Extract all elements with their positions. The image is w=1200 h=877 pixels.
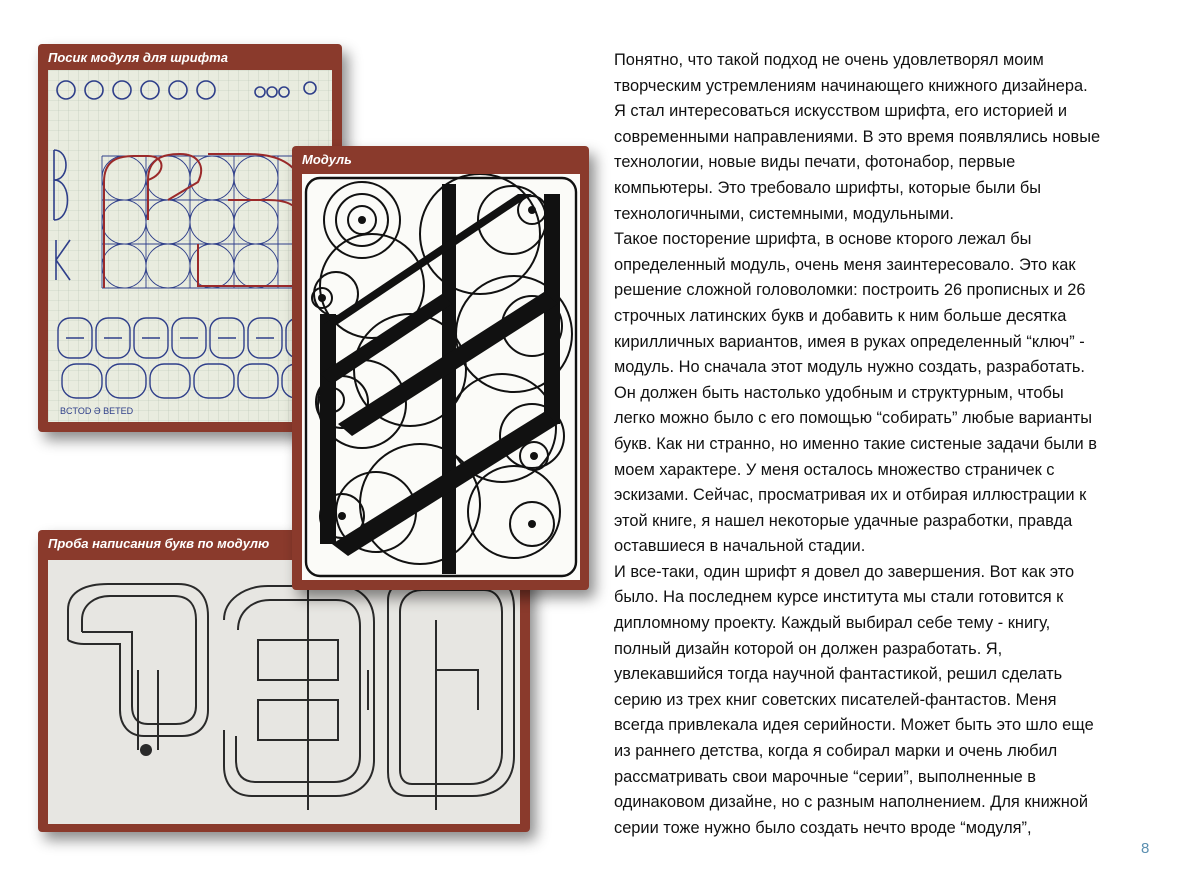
body-text-line: Понятно, что такой подход не очень удовлетворял моим xyxy=(614,51,1044,69)
body-text-line: Я стал интересоваться искусством шрифта, его историей и xyxy=(614,102,1068,121)
body-text-line: серию из трех книг советских писателей-фантастов. Меня xyxy=(614,690,1057,709)
body-text-line: одинаковом дизайне, но с разным наполнением. Для книжной xyxy=(614,793,1089,812)
module-drawing xyxy=(302,174,580,580)
body-text-line: этой книге, я нашел некоторые удачные разработки, правда xyxy=(614,511,1073,530)
body-text-line: технологии, новые виды печати, фотонабор, первые xyxy=(614,153,1016,172)
body-text-line: эскизами. Сейчас, просматривая их и отбирая иллюстрации к xyxy=(614,486,1087,505)
body-text-line: кирилличных вариантов, имея в руках определенный “ключ” - xyxy=(614,332,1085,351)
body-text-line: из раннего детства, когда я собирал марки и очень любил xyxy=(614,742,1058,761)
body-text-line: полный дизайн которой он должен разработать. Я, xyxy=(614,639,1003,658)
sketch-image-caption: Посик модуля для шрифта xyxy=(48,50,228,65)
sketch-note: BCTOD Ə BETED xyxy=(60,406,134,416)
module-image-caption: Модуль xyxy=(302,152,352,167)
letters-drawing xyxy=(48,560,520,824)
body-text-line: серии тоже нужно было создать нечто вроде “модуля”, xyxy=(614,818,1032,837)
body-text-line: букв. Как ни странно, но именно такие систеные задачи были в xyxy=(614,434,1097,453)
body-text xyxy=(614,48,1162,841)
body-text-line: решение сложной головоломки: построить 26 прописных и 26 xyxy=(614,281,1086,300)
sketch-photo xyxy=(48,70,332,422)
module-image-card xyxy=(292,146,589,590)
body-text-line: увлекавшийся тогда научной фантастикой, решил сделать xyxy=(614,665,1063,684)
body-text-line: рассматривать свои марочные “серии”, выполненные в xyxy=(614,767,1037,786)
body-text-line: всегда привлекала идея серийности. Может быть это шло еще xyxy=(614,716,1094,735)
sketch-drawing xyxy=(48,70,332,422)
body-text-line: Такое посторение шрифта, в основе кторого лежал бы xyxy=(614,230,1032,249)
body-text-line: было. На последнем курсе института мы стали готовится к xyxy=(614,588,1064,607)
body-text-line: творческим устремлениям начинающего книжного дизайнера. xyxy=(614,76,1088,95)
body-text-line: оставшиеся в начальной стадии. xyxy=(614,537,866,556)
body-text-line: современными направлениями. В это время появлялись новые xyxy=(614,127,1101,146)
body-text-line: легко можно было с его помощью “собирать” любые варианты xyxy=(614,409,1093,428)
body-text-line: определенный модуль, очень меня заинтересовало. Это как xyxy=(614,255,1076,274)
body-text-line: модуль. Но сначала этот модуль нужно создать, разработать. xyxy=(614,358,1085,377)
body-text-line: технологичными, системными, модульными. xyxy=(614,204,954,223)
page-number: 8 xyxy=(1141,840,1150,857)
module-photo xyxy=(302,174,580,580)
body-text-line: строчных латинских букв и добавить к ним больше десятка xyxy=(614,306,1067,325)
body-text-line: компьютеры. Это требовало шрифты, которые были бы xyxy=(614,178,1042,197)
body-text-line: моем характере. У меня осталось множество страничек с xyxy=(614,460,1055,479)
letters-image-caption: Проба написания букв по модулю xyxy=(48,536,270,551)
letters-photo xyxy=(48,560,520,824)
body-text-line: И все-таки, один шрифт я довел до завершения. Вот как это xyxy=(614,562,1075,581)
body-text-line: дипломному проекту. Каждый выбирал себе тему - книгу, xyxy=(614,614,1051,633)
body-text-line: Он должен быть настолько удобным и структурным, чтобы xyxy=(614,383,1064,402)
